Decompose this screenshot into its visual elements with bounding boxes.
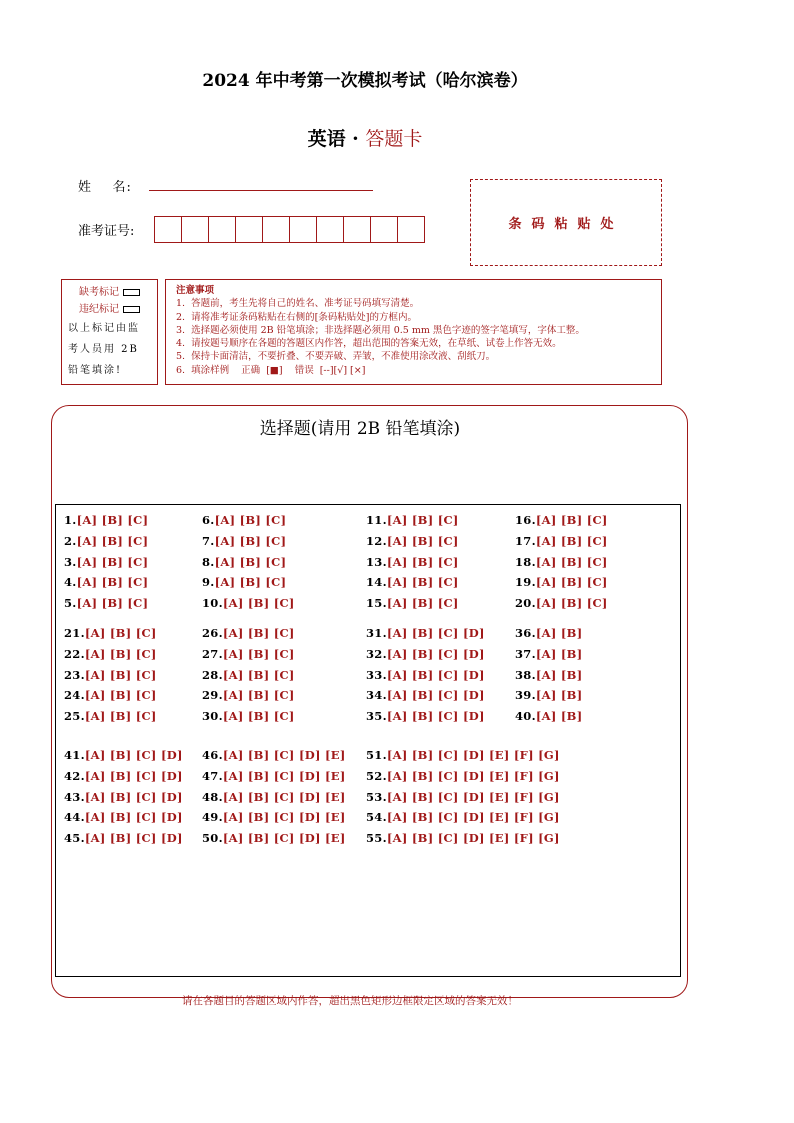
question-item[interactable] bbox=[64, 790, 183, 804]
ticket-digit-box[interactable] bbox=[181, 216, 209, 243]
question-item[interactable] bbox=[202, 555, 286, 569]
answer-options[interactable]: [A] [B] [C] bbox=[222, 688, 295, 703]
instruction-line: 2. 请将准考证条码粘贴在右侧的[条码粘贴处]的方框内。 bbox=[176, 311, 418, 323]
answer-options[interactable]: [A] [B] [C] [D] [E] bbox=[222, 810, 346, 825]
footer-note: 请在各题目的答题区域内作答，超出黑色矩形边框限定区域的答案无效！ bbox=[182, 995, 518, 1007]
question-number: 48. bbox=[202, 789, 223, 804]
question-number: 27. bbox=[202, 646, 223, 661]
question-number: 6. bbox=[202, 513, 215, 527]
question-number: 29. bbox=[202, 688, 223, 703]
question-number: 35. bbox=[366, 709, 387, 724]
exam-title: 2024 年中考第一次模拟考试（哈尔滨卷） bbox=[202, 71, 528, 91]
answer-options[interactable]: [A] [B] [C] bbox=[76, 533, 149, 548]
question-item[interactable] bbox=[202, 513, 286, 527]
question-number: 49. bbox=[202, 810, 223, 825]
instruction-line: 3. 选择题必须使用 2B 铅笔填涂；非选择题必须用 0.5 mm 黑色字迹的签字笔填写，字体工整。 bbox=[176, 324, 585, 336]
question-number: 20. bbox=[515, 596, 536, 611]
question-item[interactable] bbox=[64, 810, 183, 824]
question-item[interactable] bbox=[366, 668, 485, 682]
ticket-digit-box[interactable] bbox=[397, 216, 425, 243]
question-number: 12. bbox=[366, 533, 387, 548]
question-number: 40. bbox=[515, 709, 536, 724]
instructions-box bbox=[165, 279, 662, 385]
answer-options[interactable]: [A] [B] [C] [D] bbox=[386, 688, 485, 703]
question-item[interactable] bbox=[515, 626, 582, 640]
question-number: 28. bbox=[202, 667, 223, 682]
ticket-digit-box[interactable] bbox=[154, 216, 182, 243]
answer-options[interactable]: [A] [B] [C] [D] [E] bbox=[222, 831, 346, 846]
question-number: 7. bbox=[202, 533, 215, 548]
name-field[interactable] bbox=[149, 190, 373, 191]
question-number: 43. bbox=[64, 789, 85, 804]
answer-options[interactable]: [A] [B] [C] bbox=[222, 646, 295, 661]
answer-options[interactable]: [A] [B] [C] [D] [E] [F] [G] bbox=[386, 768, 560, 783]
answer-options[interactable]: [A] [B] [C] [D] bbox=[84, 768, 183, 783]
question-item[interactable] bbox=[202, 790, 346, 804]
question-number: 11. bbox=[366, 513, 387, 527]
violation-mark-row bbox=[68, 301, 151, 318]
answer-options[interactable]: [A] [B] [C] bbox=[535, 596, 608, 611]
question-number: 21. bbox=[64, 626, 85, 640]
ticket-digit-box[interactable] bbox=[235, 216, 263, 243]
question-number: 39. bbox=[515, 688, 536, 703]
answer-options[interactable]: [A] [B] [C] bbox=[84, 688, 157, 703]
question-number: 33. bbox=[366, 667, 387, 682]
question-item[interactable] bbox=[64, 596, 148, 610]
answer-options[interactable]: [A] [B] [C] [D] [E] [F] [G] bbox=[386, 831, 560, 846]
question-number: 46. bbox=[202, 748, 223, 762]
question-item[interactable] bbox=[202, 626, 295, 640]
absent-mark-row bbox=[68, 284, 151, 301]
question-number: 31. bbox=[366, 626, 387, 640]
question-number: 19. bbox=[515, 575, 536, 590]
question-item[interactable] bbox=[64, 534, 148, 548]
question-number: 53. bbox=[366, 789, 387, 804]
question-item[interactable] bbox=[366, 810, 560, 824]
answer-options[interactable]: [A] [B] [C] bbox=[84, 646, 157, 661]
answer-options[interactable]: [A] [B] [C] bbox=[386, 554, 459, 569]
question-item[interactable] bbox=[366, 575, 459, 589]
ticket-digit-box[interactable] bbox=[289, 216, 317, 243]
barcode-label: 条码粘贴处 bbox=[508, 217, 624, 232]
question-number: 37. bbox=[515, 646, 536, 661]
question-item[interactable] bbox=[515, 688, 582, 702]
question-number: 26. bbox=[202, 626, 223, 640]
answer-options[interactable]: [A] [B] [C] bbox=[76, 513, 149, 527]
violation-mark-label: 违纪标记 bbox=[79, 304, 119, 315]
question-number: 30. bbox=[202, 709, 223, 724]
answer-options[interactable]: [A] [B] [C] [D] [E] [F] [G] bbox=[386, 810, 560, 825]
ticket-digit-box[interactable] bbox=[370, 216, 398, 243]
question-item[interactable] bbox=[515, 555, 608, 569]
answer-options[interactable]: [A] [B] [C] bbox=[386, 575, 459, 590]
question-number: 38. bbox=[515, 667, 536, 682]
answer-options[interactable]: [A] [B] [C] bbox=[222, 709, 295, 724]
ticket-number-boxes[interactable] bbox=[154, 216, 424, 243]
question-item[interactable] bbox=[515, 647, 582, 661]
question-number: 23. bbox=[64, 667, 85, 682]
question-item[interactable] bbox=[366, 769, 560, 783]
instruction-line: 4. 请按题号顺序在各题的答题区内作答，超出范围的答案无效，在草纸、试卷上作答无效。 bbox=[176, 338, 562, 350]
question-item[interactable] bbox=[64, 769, 183, 783]
answer-options[interactable]: [A] [B] [C] [D] bbox=[386, 667, 485, 682]
question-item[interactable] bbox=[515, 709, 582, 723]
answer-options[interactable]: [A] [B] [C] bbox=[84, 626, 157, 640]
answer-options[interactable]: [A] [B] bbox=[535, 626, 583, 640]
question-number: 4. bbox=[64, 575, 77, 590]
answer-options[interactable]: [A] [B] [C] bbox=[222, 596, 295, 611]
question-number: 8. bbox=[202, 554, 215, 569]
answer-options[interactable]: [A] [B] [C] bbox=[214, 554, 287, 569]
question-item[interactable] bbox=[64, 513, 148, 527]
ticket-digit-box[interactable] bbox=[208, 216, 236, 243]
question-number: 34. bbox=[366, 688, 387, 703]
answer-options[interactable]: [A] [B] [C] bbox=[386, 596, 459, 611]
question-number: 17. bbox=[515, 533, 536, 548]
answer-options[interactable]: [A] [B] [C] bbox=[535, 554, 608, 569]
question-number: 24. bbox=[64, 688, 85, 703]
answer-options[interactable]: [A] [B] [C] [D] bbox=[84, 831, 183, 846]
answer-options[interactable]: [A] [B] [C] [D] bbox=[386, 709, 485, 724]
question-number: 14. bbox=[366, 575, 387, 590]
question-number: 2. bbox=[64, 533, 77, 548]
card-type: 答题卡 bbox=[365, 128, 423, 150]
answer-options[interactable]: [A] [B] [C] [D] bbox=[84, 748, 183, 762]
question-item[interactable] bbox=[202, 769, 346, 783]
answer-options[interactable]: [A] [B] [C] bbox=[535, 575, 608, 590]
answer-options[interactable]: [A] [B] [C] bbox=[386, 513, 459, 527]
ticket-digit-box[interactable] bbox=[262, 216, 290, 243]
answer-options[interactable]: [A] [B] [C] bbox=[535, 533, 608, 548]
question-number: 16. bbox=[515, 513, 536, 527]
question-item[interactable] bbox=[366, 748, 560, 762]
choice-section-title: 选择题(请用 2B 铅笔填涂) bbox=[259, 419, 461, 439]
question-number: 41. bbox=[64, 748, 85, 762]
answer-options[interactable]: [A] [B] bbox=[535, 646, 583, 661]
question-item[interactable] bbox=[64, 688, 157, 702]
subject-name: 英语 · bbox=[307, 128, 366, 150]
question-item[interactable] bbox=[515, 575, 608, 589]
question-number: 51. bbox=[366, 748, 387, 762]
answer-options[interactable]: [A] [B] [C] [D] [E] bbox=[222, 748, 346, 762]
answer-options[interactable]: [A] [B] [C] bbox=[386, 533, 459, 548]
question-number: 55. bbox=[366, 831, 387, 846]
question-item[interactable] bbox=[202, 709, 295, 723]
question-item[interactable] bbox=[64, 626, 157, 640]
barcode-area bbox=[470, 179, 662, 266]
question-number: 15. bbox=[366, 596, 387, 611]
question-number: 45. bbox=[64, 831, 85, 846]
subject-title bbox=[0, 124, 730, 151]
answer-options[interactable]: [A] [B] bbox=[535, 709, 583, 724]
question-item[interactable] bbox=[64, 831, 183, 845]
instruction-line: 6. 填涂样例 正确 [■] 错误 [--][√] [×] bbox=[176, 364, 366, 376]
question-number: 3. bbox=[64, 554, 77, 569]
question-number: 25. bbox=[64, 709, 85, 724]
question-number: 50. bbox=[202, 831, 223, 846]
question-number: 18. bbox=[515, 554, 536, 569]
absent-mark-label: 缺考标记 bbox=[79, 287, 119, 298]
question-number: 5. bbox=[64, 596, 77, 611]
question-item[interactable] bbox=[202, 668, 295, 682]
answer-options[interactable]: [A] [B] bbox=[535, 688, 583, 703]
answer-options[interactable]: [A] [B] [C] bbox=[84, 667, 157, 682]
question-item[interactable] bbox=[202, 831, 346, 845]
absent-mark-checkbox[interactable] bbox=[123, 289, 140, 296]
question-item[interactable] bbox=[515, 513, 608, 527]
answer-options[interactable]: [A] [B] [C] bbox=[76, 554, 149, 569]
question-item[interactable] bbox=[366, 831, 560, 845]
question-item[interactable] bbox=[202, 748, 346, 762]
question-item[interactable] bbox=[515, 534, 608, 548]
question-item[interactable] bbox=[202, 810, 346, 824]
question-number: 47. bbox=[202, 768, 223, 783]
question-item[interactable] bbox=[202, 647, 295, 661]
question-number: 54. bbox=[366, 810, 387, 825]
answer-options[interactable]: [A] [B] [C] bbox=[214, 575, 287, 590]
answer-options[interactable]: [A] [B] [C] bbox=[214, 513, 287, 527]
instructions-title: 注意事项 bbox=[176, 285, 215, 296]
question-number: 13. bbox=[366, 554, 387, 569]
answer-options[interactable]: [A] [B] [C] bbox=[535, 513, 608, 527]
violation-mark-checkbox[interactable] bbox=[123, 306, 140, 313]
question-item[interactable] bbox=[202, 575, 286, 589]
answer-options[interactable]: [A] [B] [C] bbox=[214, 533, 287, 548]
question-item[interactable] bbox=[64, 575, 148, 589]
answer-options[interactable]: [A] [B] [C] [D] bbox=[386, 646, 485, 661]
answer-options[interactable]: [A] [B] [C] [D] [E] [F] [G] bbox=[386, 789, 560, 804]
question-item[interactable] bbox=[202, 688, 295, 702]
question-item[interactable] bbox=[366, 709, 485, 723]
question-number: 1. bbox=[64, 513, 77, 527]
question-number: 52. bbox=[366, 768, 387, 783]
question-item[interactable] bbox=[366, 596, 459, 610]
question-number: 32. bbox=[366, 646, 387, 661]
question-item[interactable] bbox=[366, 626, 485, 640]
question-item[interactable] bbox=[202, 596, 295, 610]
question-number: 36. bbox=[515, 626, 536, 640]
answer-options[interactable]: [A] [B] [C] bbox=[222, 667, 295, 682]
question-item[interactable] bbox=[366, 534, 459, 548]
question-number: 44. bbox=[64, 810, 85, 825]
question-number: 22. bbox=[64, 646, 85, 661]
proctor-marks-box bbox=[61, 279, 158, 385]
question-item[interactable] bbox=[515, 596, 608, 610]
instruction-line: 5. 保持卡面清洁，不要折叠、不要弄破、弄皱，不准使用涂改液、刮纸刀。 bbox=[176, 351, 496, 363]
question-item[interactable] bbox=[366, 555, 459, 569]
answer-options[interactable]: [A] [B] [C] bbox=[76, 596, 149, 611]
answer-options[interactable]: [A] [B] bbox=[535, 667, 583, 682]
instruction-line: 1. 答题前，考生先将自己的姓名、准考证号码填写清楚。 bbox=[176, 298, 420, 310]
answer-options[interactable]: [A] [B] [C] [D] bbox=[386, 626, 485, 640]
question-item[interactable] bbox=[366, 513, 459, 527]
answer-options[interactable]: [A] [B] [C] [D] bbox=[84, 789, 183, 804]
answer-options[interactable]: [A] [B] [C] [D] [E] bbox=[222, 789, 346, 804]
question-item[interactable] bbox=[64, 748, 183, 762]
question-item[interactable] bbox=[64, 709, 157, 723]
question-number: 10. bbox=[202, 596, 223, 611]
question-number: 9. bbox=[202, 575, 215, 590]
ticket-digit-box[interactable] bbox=[316, 216, 344, 243]
question-item[interactable] bbox=[366, 688, 485, 702]
question-item[interactable] bbox=[515, 668, 582, 682]
question-item[interactable] bbox=[366, 790, 560, 804]
question-number: 42. bbox=[64, 768, 85, 783]
ticket-number-label: 准考证号: bbox=[78, 224, 135, 239]
question-item[interactable] bbox=[366, 647, 485, 661]
question-item[interactable] bbox=[64, 647, 157, 661]
answer-options[interactable]: [A] [B] [C] bbox=[84, 709, 157, 724]
name-label: 姓 名: bbox=[78, 180, 132, 195]
ticket-digit-box[interactable] bbox=[343, 216, 371, 243]
answer-options[interactable]: [A] [B] [C] bbox=[76, 575, 149, 590]
answer-options[interactable]: [A] [B] [C] [D] [E] bbox=[222, 768, 346, 783]
answer-options[interactable]: [A] [B] [C] [D] [E] [F] [G] bbox=[386, 748, 560, 762]
question-item[interactable] bbox=[202, 534, 286, 548]
answer-options[interactable]: [A] [B] [C] bbox=[222, 626, 295, 640]
answer-options[interactable]: [A] [B] [C] [D] bbox=[84, 810, 183, 825]
proctor-note: 以上标记由监考人员用 2B 铅笔填涂! bbox=[68, 323, 140, 376]
question-item[interactable] bbox=[64, 668, 157, 682]
question-item[interactable] bbox=[64, 555, 148, 569]
